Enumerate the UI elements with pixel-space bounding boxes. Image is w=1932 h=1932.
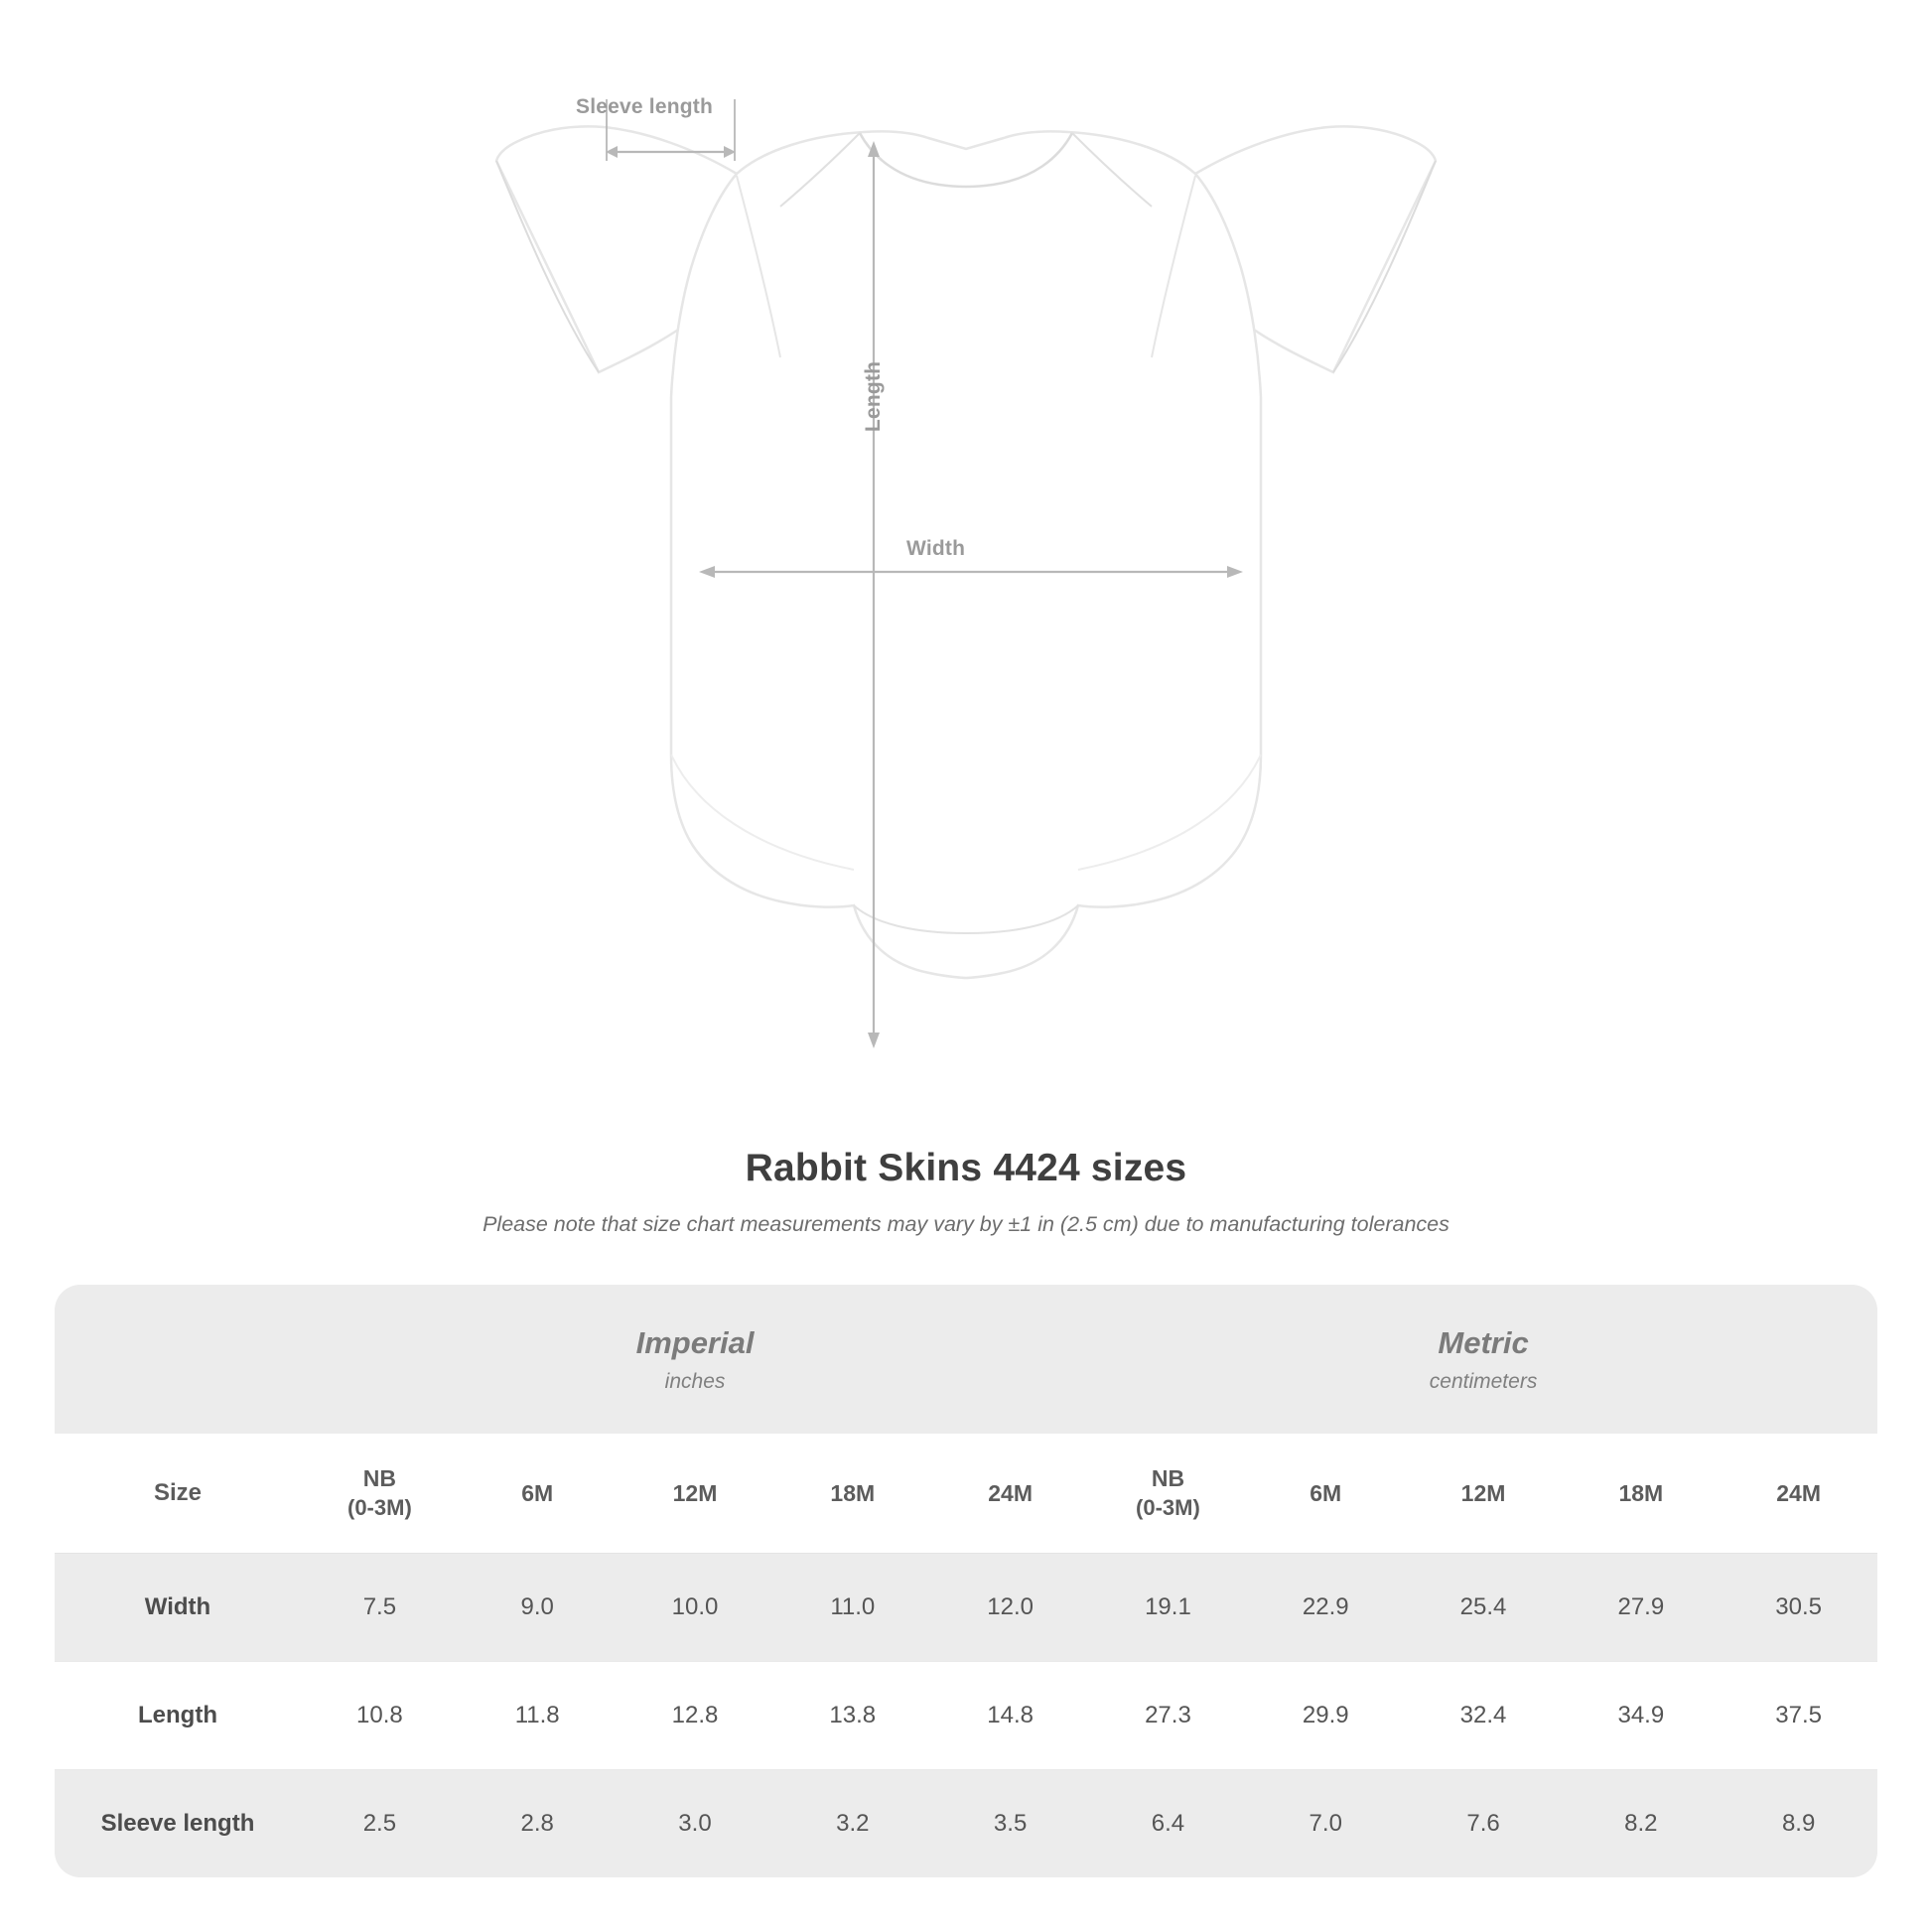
column-header-imperial-18m: 18M: [773, 1434, 931, 1554]
cell-width-imperial-18m: 11.0: [773, 1554, 931, 1662]
cell-length-metric-6m: 29.9: [1247, 1662, 1405, 1770]
table-row: [55, 1770, 1877, 1878]
row-label-length: Length: [55, 1662, 301, 1770]
cell-width-metric-12m: 25.4: [1405, 1554, 1563, 1662]
size-header-row: [55, 1434, 1877, 1554]
column-header-imperial-12m: 12M: [617, 1434, 774, 1554]
unit-metric-name: Metric: [1438, 1324, 1529, 1360]
cell-sleeve-metric-18m: 8.2: [1562, 1770, 1720, 1878]
tolerance-note: Please note that size chart measurements may vary by ±1 in (2.5 cm) due to manufacturing tolerances: [483, 1212, 1449, 1236]
cell-sleeve-imperial-6m: 2.8: [459, 1770, 617, 1878]
column-header-metric-nb: [1089, 1434, 1247, 1554]
length-dimension-label: Length: [862, 360, 885, 432]
cell-length-imperial-24m: 14.8: [931, 1662, 1089, 1770]
column-header-metric-nb-sub: (0-3M): [1136, 1495, 1200, 1520]
column-header-imperial-nb-main: NB: [362, 1465, 397, 1491]
column-header-metric-12m: 12M: [1405, 1434, 1563, 1554]
title-block: [0, 1147, 1932, 1237]
column-header-size: Size: [55, 1434, 301, 1554]
unit-imperial-sub: inches: [664, 1369, 726, 1393]
cell-length-imperial-nb: 10.8: [301, 1662, 459, 1770]
column-header-imperial-nb: [301, 1434, 459, 1554]
cell-width-metric-6m: 22.9: [1247, 1554, 1405, 1662]
unit-imperial-cell: [301, 1285, 1089, 1434]
unit-header-row: [55, 1285, 1877, 1434]
cell-sleeve-imperial-24m: 3.5: [931, 1770, 1089, 1878]
cell-sleeve-metric-12m: 7.6: [1405, 1770, 1563, 1878]
cell-length-imperial-12m: 12.8: [617, 1662, 774, 1770]
unit-imperial-name: Imperial: [635, 1324, 755, 1360]
cell-width-imperial-24m: 12.0: [931, 1554, 1089, 1662]
cell-length-imperial-6m: 11.8: [459, 1662, 617, 1770]
sleeve-length-dimension-label: Sleeve length: [576, 95, 713, 118]
cell-length-metric-18m: 34.9: [1562, 1662, 1720, 1770]
column-header-metric-6m: 6M: [1247, 1434, 1405, 1554]
cell-sleeve-metric-24m: 8.9: [1720, 1770, 1877, 1878]
cell-sleeve-imperial-18m: 3.2: [773, 1770, 931, 1878]
table-row: [55, 1662, 1877, 1770]
column-header-metric-18m: 18M: [1562, 1434, 1720, 1554]
size-table-wrapper: [55, 1285, 1877, 1877]
table-row: [55, 1554, 1877, 1662]
unit-metric-sub: centimeters: [1429, 1369, 1538, 1393]
cell-sleeve-imperial-12m: 3.0: [617, 1770, 774, 1878]
column-header-metric-nb-main: NB: [1151, 1465, 1185, 1491]
unit-metric-cell: [1089, 1285, 1877, 1434]
cell-sleeve-metric-6m: 7.0: [1247, 1770, 1405, 1878]
cell-length-metric-24m: 37.5: [1720, 1662, 1877, 1770]
cell-length-metric-12m: 32.4: [1405, 1662, 1563, 1770]
column-header-imperial-24m: 24M: [931, 1434, 1089, 1554]
cell-width-metric-18m: 27.9: [1562, 1554, 1720, 1662]
size-table: [55, 1285, 1877, 1877]
cell-length-imperial-18m: 13.8: [773, 1662, 931, 1770]
row-label-sleeve-length: Sleeve length: [55, 1770, 301, 1878]
cell-width-metric-24m: 30.5: [1720, 1554, 1877, 1662]
column-header-imperial-nb-sub: (0-3M): [347, 1495, 412, 1520]
cell-sleeve-imperial-nb: 2.5: [301, 1770, 459, 1878]
cell-width-imperial-6m: 9.0: [459, 1554, 617, 1662]
cell-width-metric-nb: 19.1: [1089, 1554, 1247, 1662]
column-header-metric-24m: 24M: [1720, 1434, 1877, 1554]
cell-width-imperial-nb: 7.5: [301, 1554, 459, 1662]
unit-blank-cell: [55, 1285, 301, 1434]
page-title: Rabbit Skins 4424 sizes: [745, 1147, 1187, 1189]
row-label-width: Width: [55, 1554, 301, 1662]
width-dimension-label: Width: [906, 537, 966, 560]
cell-length-metric-nb: 27.3: [1089, 1662, 1247, 1770]
cell-sleeve-metric-nb: 6.4: [1089, 1770, 1247, 1878]
cell-width-imperial-12m: 10.0: [617, 1554, 774, 1662]
column-header-imperial-6m: 6M: [459, 1434, 617, 1554]
